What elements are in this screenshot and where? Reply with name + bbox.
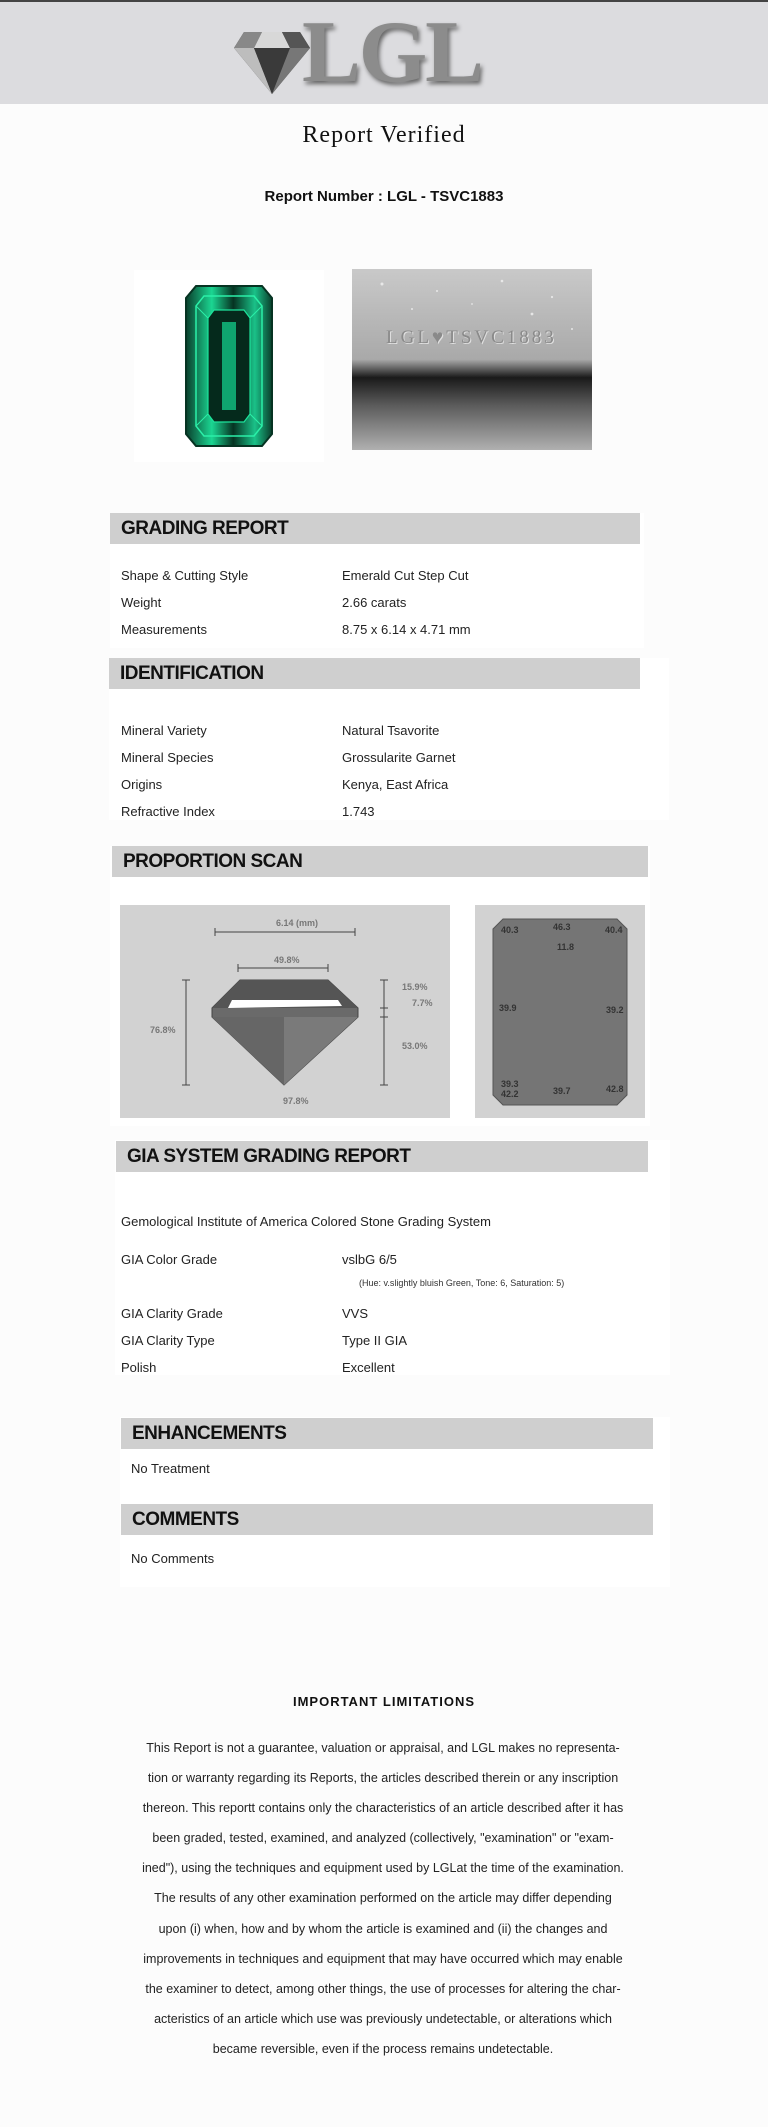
- report-number: Report Number : LGL - TSVC1883: [264, 188, 504, 205]
- limitations-line: acteristics of an article which use was previously undetectable, or alterations which: [154, 2011, 612, 2026]
- girdle-percent-label: 7.7%: [412, 998, 433, 1008]
- gia-row-label: GIA Color Grade: [121, 1252, 218, 1267]
- limitations-heading: IMPORTANT LIMITATIONS: [292, 1694, 476, 1709]
- limitations-line: The results of any other examination performed on the article may differ depending: [154, 1891, 612, 1906]
- gia-row-value: Excellent: [342, 1360, 395, 1375]
- comments-text: No Comments: [131, 1551, 215, 1566]
- length-width-label: 97.8%: [283, 1096, 309, 1106]
- gia-row-label: GIA Clarity Grade: [121, 1306, 223, 1321]
- grading-row-value: Emerald Cut Step Cut: [342, 568, 469, 583]
- limitations-line: ined"), using the techniques and equipment used by LGLat the time of the examination.: [142, 1861, 624, 1876]
- identification-row-label: Mineral Variety: [121, 723, 207, 738]
- limitations-line: became reversible, even if the process remains undetectable.: [212, 2041, 554, 2056]
- identification-row-label: Mineral Species: [121, 750, 214, 765]
- top-label: 11.8: [557, 942, 575, 952]
- grading-row-value: 8.75 x 6.14 x 4.71 mm: [342, 622, 471, 637]
- comments-heading: COMMENTS: [121, 1504, 653, 1535]
- top-view-diagram: [475, 905, 645, 1118]
- gia-row-label: GIA Clarity Type: [121, 1333, 215, 1348]
- identification-row-label: Origins: [121, 777, 163, 792]
- top-label: 46.3: [553, 922, 571, 932]
- top-label: 40.4: [605, 925, 623, 935]
- pavilion-percent-label: 53.0%: [402, 1041, 428, 1051]
- gia-subtitle: Gemological Institute of America Colored Stone Grading System: [121, 1214, 491, 1229]
- top-label: 39.7: [553, 1086, 571, 1096]
- limitations-line: the examiner to detect, among other things, the use of processes for altering the char-: [145, 1981, 621, 1996]
- limitations-line: This Report is not a guarantee, valuation or appraisal, and LGL makes no representa-: [146, 1741, 620, 1755]
- top-label: 39.3: [501, 1079, 519, 1089]
- enhancements-text: No Treatment: [131, 1461, 210, 1476]
- limitations-line: upon (i) when, how and by whom the article is examined and (ii) the changes and: [158, 1921, 608, 1936]
- gia-row-value: vslbG 6/5: [342, 1252, 397, 1267]
- identification-heading: IDENTIFICATION: [109, 658, 640, 689]
- top-label: 42.2: [501, 1089, 519, 1099]
- width-label: 6.14 (mm): [276, 918, 319, 928]
- proportion-scan-heading: PROPORTION SCAN: [112, 846, 648, 877]
- identification-row-value: Natural Tsavorite: [342, 723, 440, 738]
- grading-row-label: Measurements: [121, 622, 207, 637]
- limitations-line: been graded, tested, examined, and analyzed (collectively, "examination" or "exam-: [152, 1831, 614, 1846]
- limitations-line: tion or warranty regarding its Reports, the articles described therein or any inscription: [147, 1771, 619, 1786]
- crown-percent-label: 15.9%: [402, 982, 428, 992]
- gia-heading: GIA SYSTEM GRADING REPORT: [116, 1141, 648, 1172]
- identification-row-value: Kenya, East Africa: [342, 777, 449, 792]
- limitations-text: [118, 1733, 648, 2064]
- identification-row-value: Grossularite Garnet: [342, 750, 456, 765]
- grading-row-label: Shape & Cutting Style: [121, 568, 249, 583]
- diamond-logo-icon: [232, 24, 312, 96]
- enhancements-heading: ENHANCEMENTS: [121, 1418, 653, 1449]
- laser-inscription-photo: [352, 269, 592, 450]
- identification-row-label: Refractive Index: [121, 804, 215, 819]
- top-label: 40.3: [501, 925, 519, 935]
- gemstone-photo: [134, 270, 324, 462]
- top-label: 42.8: [606, 1084, 624, 1094]
- grading-report-heading: GRADING REPORT: [110, 513, 640, 544]
- top-label: 39.2: [606, 1005, 624, 1015]
- top-label: 39.9: [499, 1003, 517, 1013]
- identification-row-value: 1.743: [342, 804, 375, 819]
- grading-row-label: Weight: [121, 595, 162, 610]
- table-percent-label: 49.8%: [274, 955, 300, 965]
- inscription-text: LGL♥TSVC1883: [386, 327, 557, 348]
- gia-row-value: VVS: [342, 1306, 369, 1321]
- gia-row-value: Type II GIA: [342, 1333, 408, 1348]
- limitations-line: improvements in techniques and equipment that may have occurred which may enable: [143, 1951, 623, 1966]
- gia-row-label: Polish: [121, 1360, 157, 1375]
- logo-text: LGL: [302, 4, 482, 101]
- lgl-logo: [232, 4, 492, 101]
- depth-percent-label: 76.8%: [150, 1025, 176, 1035]
- header: [0, 2, 768, 104]
- color-grade-note: (Hue: v.slightly bluish Green, Tone: 6, Saturation: 5): [359, 1278, 565, 1288]
- limitations-line: thereon. This reportt contains only the characteristics of an article described after it has: [142, 1801, 624, 1816]
- page-title: Report Verified: [302, 122, 466, 148]
- grading-row-value: 2.66 carats: [342, 595, 407, 610]
- side-profile-diagram: [120, 905, 450, 1118]
